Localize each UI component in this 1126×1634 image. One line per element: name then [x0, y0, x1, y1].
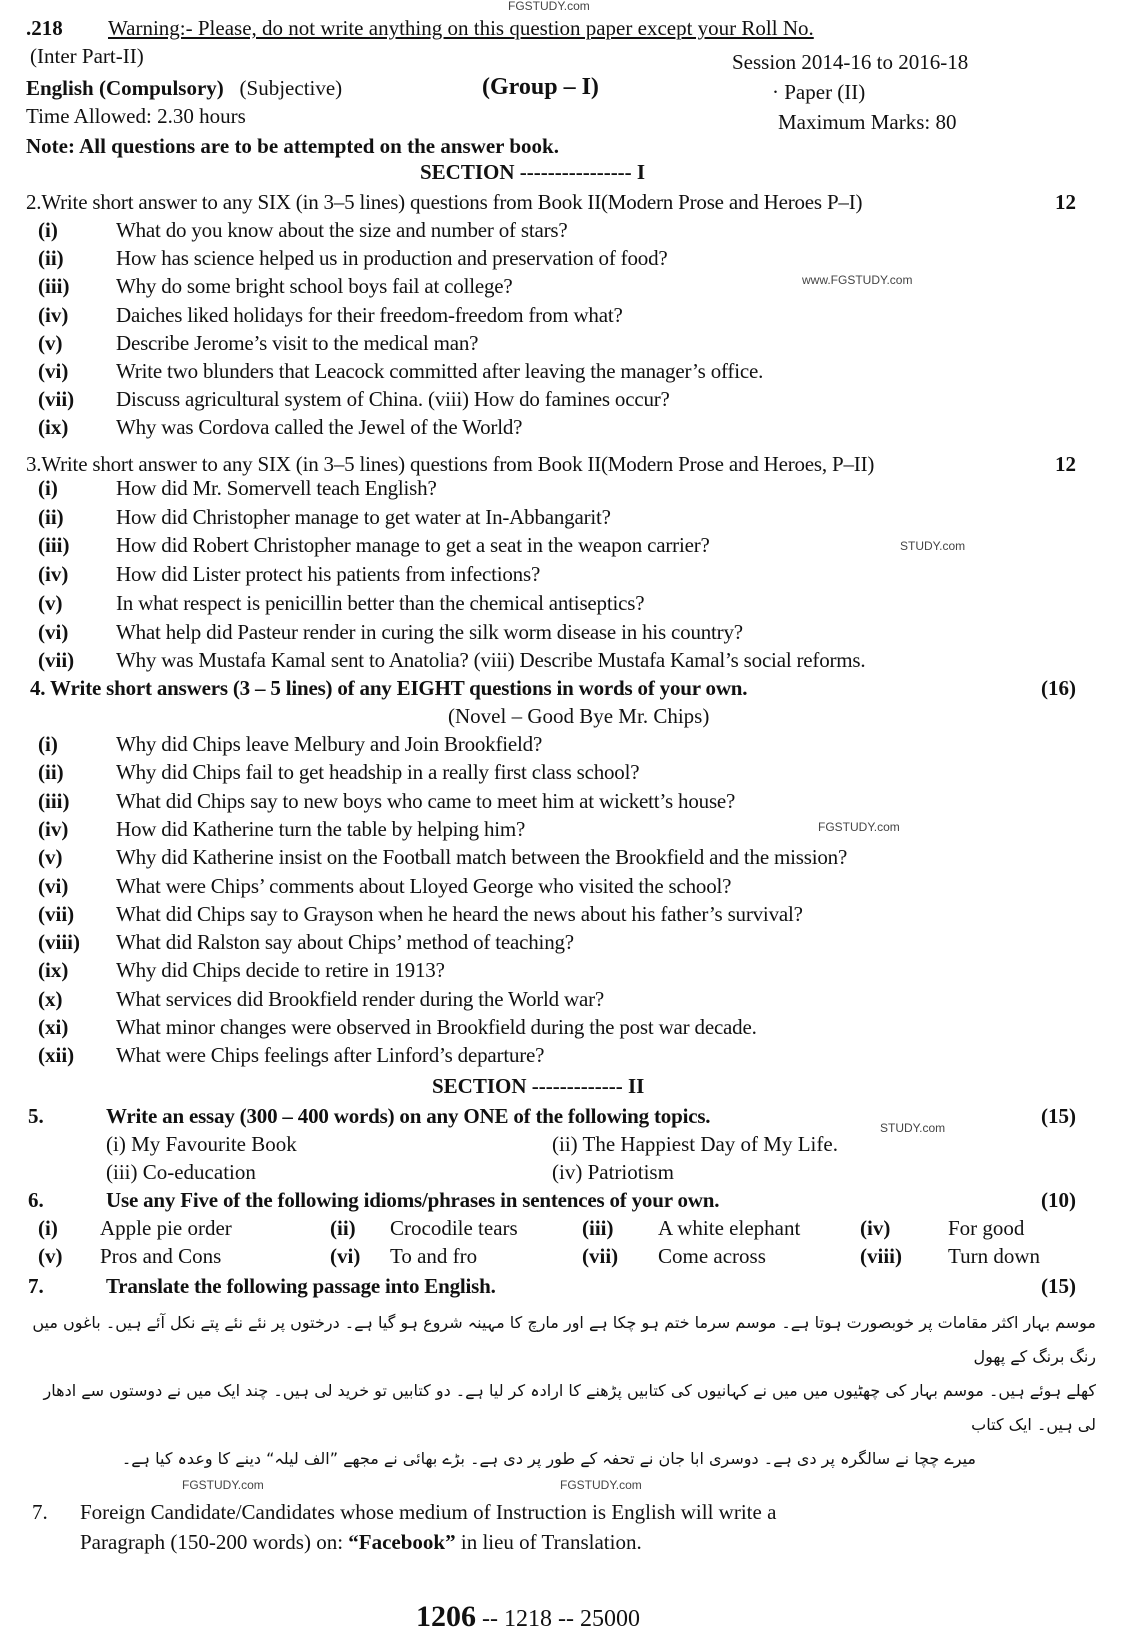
- item-text: What were Chips’ comments about Lloyed George who visited the school?: [116, 873, 732, 898]
- essay-topic: (iii) Co-education: [106, 1160, 256, 1184]
- list-item: [0, 789, 1126, 817]
- item-number: (vi): [38, 873, 69, 898]
- question-text: 3.Write short answer to any SIX (in 3–5 lines) questions from Book II(Modern Prose and Heroes, P–II): [26, 452, 875, 476]
- list-item: [0, 591, 1126, 619]
- item-text: What do you know about the size and number of stars?: [116, 218, 568, 242]
- question-text: 4. Write short answers (3 – 5 lines) of any EIGHT questions in words of your own.: [30, 676, 748, 700]
- session: Session 2014-16 to 2016-18: [732, 50, 969, 74]
- translation-and-footer: [30, 1306, 1096, 1634]
- list-item: [0, 902, 1126, 930]
- maximum-marks: Maximum Marks: 80: [778, 110, 957, 134]
- item-number: (xii): [38, 1043, 75, 1068]
- idiom-number: (viii): [860, 1244, 902, 1268]
- item-number: (i): [38, 218, 58, 242]
- watermark: FGSTUDY.com: [508, 0, 590, 13]
- item-text: Why did Chips leave Melbury and Join Brookfield?: [116, 732, 543, 756]
- level: (Inter Part-II): [30, 44, 144, 68]
- idiom-number: (v): [38, 1244, 63, 1268]
- item-number: (vii): [38, 901, 75, 926]
- watermark: STUDY.com: [880, 1121, 946, 1135]
- list-item: [0, 930, 1126, 958]
- urdu-passage-line: کھلے ہوئے ہیں۔ موسم بہار کی چھٹیوں میں میں نے کہانیوں کی کتابیں پڑھنے کا ارادہ کر لیا ہے۔ دو کتابیں تو خرید لی ہیں۔ چند ایک میں نے دوستوں سے ادھار لی ہیں۔ ایک کتاب: [43, 1381, 1096, 1434]
- idiom-text: A white elephant: [658, 1216, 801, 1240]
- item-number: (ii): [38, 246, 64, 271]
- essay-topic: (i) My Favourite Book: [106, 1132, 297, 1156]
- urdu-passage-line: موسم بہار اکثر مقامات پر خوبصورت ہوتا ہے۔ موسم سرما ختم ہو چکا ہے اور مارچ کا مہینہ شروع ہو گیا ہے۔ درختوں پر نئے نئے پتے نکل آئے ہیں۔ باغوں میں رنگ برنگ کے پھول: [32, 1313, 1096, 1366]
- watermark: FGSTUDY.com: [560, 1478, 642, 1492]
- idiom-number: (vii): [582, 1244, 619, 1268]
- item-text: Why did Chips fail to get headship in a really first class school?: [116, 760, 640, 785]
- list-item: [0, 274, 1126, 302]
- essay-topic: (iv) Patriotism: [552, 1160, 674, 1184]
- idiom-text: Pros and Cons: [100, 1244, 222, 1268]
- item-text: What did Chips say to Grayson when he heard the news about his father’s survival?: [116, 901, 803, 926]
- item-number: (iii): [38, 788, 70, 813]
- list-item: [0, 817, 1126, 845]
- q7-heading: 7. Translate the following passage into English. (15): [28, 1274, 1076, 1298]
- list-item: [0, 562, 1126, 590]
- item-text: What help did Pasteur render in curing the silk worm disease in his country?: [116, 619, 743, 644]
- item-number: (vi): [38, 359, 69, 383]
- item-number: (iv): [38, 816, 69, 841]
- idiom-text: Turn down: [948, 1244, 1040, 1268]
- item-text: Why did Chips decide to retire in 1913?: [116, 958, 445, 983]
- foreign-candidate-num: 7.: [32, 1500, 48, 1524]
- item-number: (ix): [38, 415, 69, 440]
- list-item: [0, 246, 1126, 274]
- paper-code: .218: [26, 16, 63, 40]
- item-text: Why was Mustafa Kamal sent to Anatolia? (viii) Describe Mustafa Kamal’s social reforms.: [116, 648, 866, 673]
- warning: Warning:- Please, do not write anything on this question paper except your Roll No.: [108, 16, 814, 40]
- item-text: How did Mr. Somervell teach English?: [116, 476, 437, 500]
- item-text: How did Lister protect his patients from infections?: [116, 562, 541, 587]
- q6-heading: 6. Use any Five of the following idioms/phrases in sentences of your own. (10): [28, 1188, 1076, 1212]
- item-text: How did Robert Christopher manage to get a seat in the weapon carrier?: [116, 533, 710, 558]
- item-text: How did Katherine turn the table by helping him?: [116, 816, 526, 841]
- item-text: What services did Brookfield render during the World war?: [116, 986, 605, 1011]
- list-item: [0, 359, 1126, 387]
- watermark: FGSTUDY.com: [182, 1478, 264, 1492]
- item-number: (v): [38, 845, 63, 870]
- foreign-candidate-line: [30, 1500, 1096, 1530]
- item-text: What were Chips feelings after Linford’s departure?: [116, 1043, 545, 1068]
- list-item: [0, 732, 1126, 760]
- idiom-number: (iii): [582, 1216, 614, 1240]
- marks: 12: [1055, 452, 1076, 476]
- list-item: [0, 648, 1126, 676]
- foreign-candidate-line: [30, 1530, 1096, 1560]
- list-item: [0, 415, 1126, 443]
- item-number: (ii): [38, 504, 64, 529]
- footer-codes: 1206 -- 1218 -- 25000: [416, 1600, 640, 1633]
- subject: English (Compulsory) (Subjective): [26, 76, 343, 100]
- item-number: (i): [38, 476, 58, 500]
- item-text: Why was Cordova called the Jewel of the World?: [116, 415, 523, 440]
- item-number: (iv): [38, 562, 69, 587]
- urdu-passage-line: میرے چچا نے سالگرہ پر دی ہے۔ دوسری ابا جان نے تحفہ کے طور پر دی ہے۔ بڑے بھائی نے مجھے ”الف لیلہ“ دینے کا وعدہ کیا ہے۔: [121, 1449, 976, 1468]
- paper-number: · Paper (II): [772, 80, 866, 104]
- section-2-heading: SECTION ------------- II: [432, 1074, 645, 1098]
- item-number: (vii): [38, 387, 75, 412]
- group: (Group – I): [482, 74, 599, 100]
- list-item: [0, 387, 1126, 415]
- list-item: [0, 533, 1126, 561]
- item-text: In what respect is penicillin better than the chemical antiseptics?: [116, 590, 645, 615]
- item-number: (vii): [38, 648, 75, 673]
- item-text: Why did Katherine insist on the Football match between the Brookfield and the mission?: [116, 845, 848, 870]
- list-item: [0, 987, 1126, 1015]
- foreign-candidate-text: Foreign Candidate/Candidates whose medium of Instruction is English will write a: [80, 1500, 777, 1524]
- list-item: [0, 874, 1126, 902]
- list-item: [0, 218, 1126, 246]
- note: Note: All questions are to be attempted on the answer book.: [26, 134, 559, 158]
- list-item: [0, 845, 1126, 873]
- list-item: [0, 476, 1126, 504]
- item-text: How did Christopher manage to get water at In-Abbangarit?: [116, 504, 611, 529]
- idiom-text: Come across: [658, 1244, 766, 1268]
- foreign-candidate-text: Paragraph (150-200 words) on: “Facebook” in lieu of Translation.: [80, 1530, 642, 1554]
- idiom-number: (ii): [330, 1216, 356, 1240]
- item-number: (v): [38, 590, 63, 615]
- essay-topic: (ii) The Happiest Day of My Life.: [552, 1132, 838, 1156]
- item-text: What did Chips say to new boys who came to meet him at wickett’s house?: [116, 788, 736, 813]
- question-text: 2.Write short answer to any SIX (in 3–5 lines) questions from Book II(Modern Prose and Heroes P–I): [26, 190, 863, 214]
- item-text: What did Ralston say about Chips’ method of teaching?: [116, 930, 574, 955]
- list-item: [0, 303, 1126, 331]
- watermark-row: [30, 1478, 1096, 1494]
- item-number: (ix): [38, 958, 69, 983]
- item-number: (vi): [38, 619, 69, 644]
- list-item: [0, 958, 1126, 986]
- list-item: [0, 1043, 1126, 1071]
- watermark: www.FGSTUDY.com: [802, 273, 913, 287]
- item-text: What minor changes were observed in Brookfield during the post war decade.: [116, 1015, 757, 1039]
- idiom-text: Apple pie order: [100, 1216, 232, 1240]
- list-item: [0, 620, 1126, 648]
- watermark: FGSTUDY.com: [818, 820, 900, 834]
- marks: 12: [1055, 190, 1076, 214]
- item-text: Describe Jerome’s visit to the medical man?: [116, 330, 479, 355]
- list-item: [0, 331, 1126, 359]
- watermark: STUDY.com: [900, 539, 966, 553]
- q4-heading: [0, 676, 1126, 704]
- item-number: (iv): [38, 302, 69, 327]
- q2-heading: [0, 190, 1126, 218]
- item-text: Daiches liked holidays for their freedom-freedom from what?: [116, 302, 623, 327]
- idiom-number: (iv): [860, 1216, 891, 1240]
- item-number: (viii): [38, 930, 80, 955]
- item-number: (v): [38, 330, 63, 355]
- idiom-number: (i): [38, 1216, 58, 1240]
- item-text: Discuss agricultural system of China. (viii) How do famines occur?: [116, 387, 670, 412]
- item-number: (xi): [38, 1015, 69, 1039]
- item-text: Write two blunders that Leacock committed after leaving the manager’s office.: [116, 359, 764, 383]
- idiom-number: (vi): [330, 1244, 361, 1268]
- time-allowed: Time Allowed: 2.30 hours: [26, 104, 246, 128]
- section-1-heading: SECTION ---------------- I: [420, 160, 646, 184]
- item-number: (iii): [38, 533, 70, 558]
- idiom-text: For good: [948, 1216, 1025, 1240]
- item-number: (x): [38, 986, 63, 1011]
- marks: (16): [1041, 676, 1076, 700]
- item-number: (iii): [38, 274, 70, 299]
- idiom-text: Crocodile tears: [390, 1216, 518, 1240]
- item-text: Why do some bright school boys fail at college?: [116, 274, 513, 299]
- item-number: (i): [38, 732, 58, 756]
- list-item: [0, 760, 1126, 788]
- list-item: [0, 1015, 1126, 1043]
- item-text: How has science helped us in production and preservation of food?: [116, 246, 668, 271]
- list-item: [0, 505, 1126, 533]
- item-number: (ii): [38, 760, 64, 785]
- q5-heading: 5. Write an essay (300 – 400 words) on any ONE of the following topics. (15): [28, 1104, 1076, 1128]
- idiom-text: To and fro: [390, 1244, 478, 1268]
- novel-title: (Novel – Good Bye Mr. Chips): [448, 704, 710, 728]
